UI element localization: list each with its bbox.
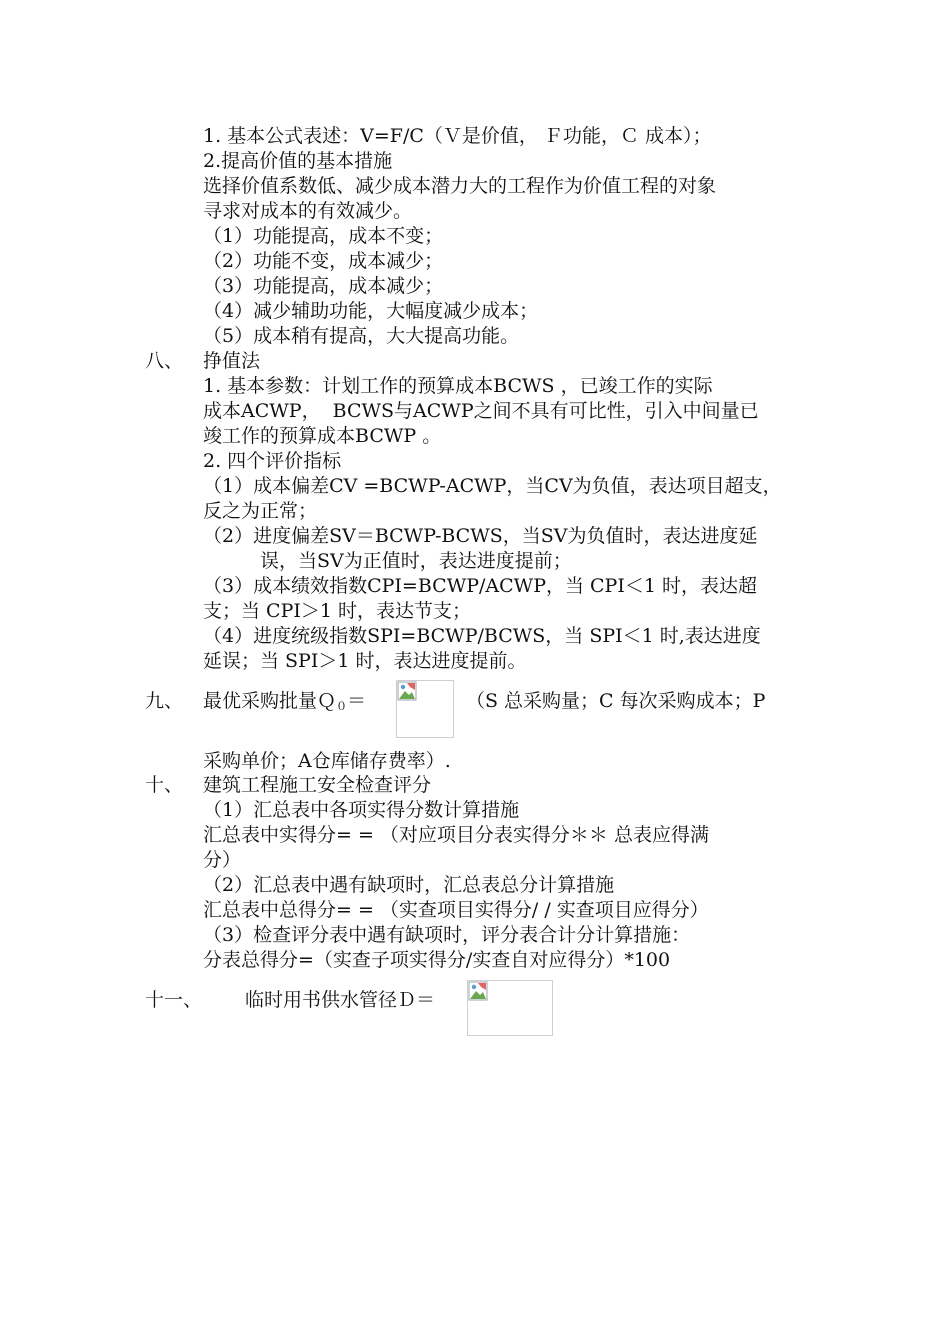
vm-list-item: （5）成本稍有提高，大大提高功能。 bbox=[203, 325, 520, 347]
ev-subheading: 2. 四个评价指标 bbox=[203, 450, 342, 472]
safety-text-line: 分） bbox=[203, 849, 242, 871]
section-title: 挣值法 bbox=[203, 350, 261, 372]
broken-image-icon bbox=[467, 980, 553, 1036]
eoq-subscript: ０ bbox=[336, 700, 348, 713]
vm-list-item: （3）功能提高，成本减少； bbox=[203, 275, 444, 297]
vm-text-line: 选择价值系数低、减少成本潜力大的工程作为价值工程的对象 bbox=[203, 175, 717, 197]
vm-list-item: （2）功能不变，成本减少； bbox=[203, 250, 444, 272]
safety-list-item: （1）汇总表中各项实得分数计算措施 bbox=[203, 799, 520, 821]
eoq-formula-lead: 最优采购批量Ｑ$_0$＝ bbox=[203, 690, 367, 713]
safety-text-line: 汇总表中总得分= = （实查项目实得分/ / 实查项目应得分） bbox=[203, 899, 709, 921]
ev-list-item: （2）进度偏差SV＝BCWP-BCWS，当SV为负值时，表达进度延 bbox=[203, 525, 758, 547]
section-number: 八、 bbox=[145, 350, 184, 372]
vm-formula-line: 1. 基本公式表述：V=F/C（Ｖ是价值， Ｆ功能，Ｃ 成本）； bbox=[203, 125, 712, 147]
eoq-formula-tail-cont: 采购单价；A仓库储存费率）. bbox=[203, 750, 451, 772]
vm-list-item: （4）减少辅助功能，大幅度减少成本； bbox=[203, 300, 539, 322]
pipe-diameter-formula: 临时用书供水管径Ｄ＝ bbox=[245, 989, 436, 1011]
ev-list-item: （3）成本绩效指数CPI=BCWP/ACWP，当 CPI＜1 时，表达超 bbox=[203, 575, 757, 597]
safety-list-item: （3）检查评分表中遇有缺项时，评分表合计分计算措施： bbox=[203, 924, 691, 946]
ev-list-item: （4）进度统级指数SPI=BCWP/BCWS，当 SPI＜1 时,表达进度 bbox=[203, 625, 761, 647]
ev-text-line: 1. 基本参数：计划工作的预算成本BCWS ，已竣工作的实际 bbox=[203, 375, 713, 397]
vm-text-line: 寻求对成本的有效减少。 bbox=[203, 200, 413, 222]
safety-list-item: （2）汇总表中遇有缺项时，汇总表总分计算措施 bbox=[203, 874, 615, 896]
vm-list-item: （1）功能提高，成本不变； bbox=[203, 225, 444, 247]
ev-text-line: 竣工作的预算成本BCWP 。 bbox=[203, 425, 442, 447]
vm-measures-heading: 2.提高价值的基本措施 bbox=[203, 150, 393, 172]
ev-list-item-cont: 误，当SV为正值时，表达进度提前； bbox=[260, 550, 572, 572]
broken-image-icon bbox=[396, 680, 454, 738]
ev-list-item: （1）成本偏差CV =BCWP-ACWP，当CV为负值，表达项目超支， bbox=[203, 475, 782, 497]
safety-text-line: 分表总得分=（实查子项实得分/实查自对应得分）*100 bbox=[203, 949, 671, 971]
ev-list-item-cont: 支；当 CPI＞1 时，表达节支； bbox=[203, 600, 471, 622]
ev-text-line: 成本ACWP， BCWS与ACWP之间不具有可比性，引入中间量已 bbox=[203, 400, 759, 422]
section-number: 十、 bbox=[145, 774, 184, 796]
section-title: 建筑工程施工安全检查评分 bbox=[203, 774, 432, 796]
ev-list-item-cont: 延误；当 SPI＞1 时，表达进度提前。 bbox=[203, 650, 527, 672]
section-number: 十一、 bbox=[145, 989, 203, 1011]
section-number: 九、 bbox=[145, 690, 184, 712]
ev-list-item-cont: 反之为正常； bbox=[203, 500, 318, 522]
safety-text-line: 汇总表中实得分= = （对应项目分表实得分＊＊ 总表应得满 bbox=[203, 824, 709, 846]
eoq-formula-tail: （S 总采购量；C 每次采购成本；P bbox=[466, 690, 766, 712]
